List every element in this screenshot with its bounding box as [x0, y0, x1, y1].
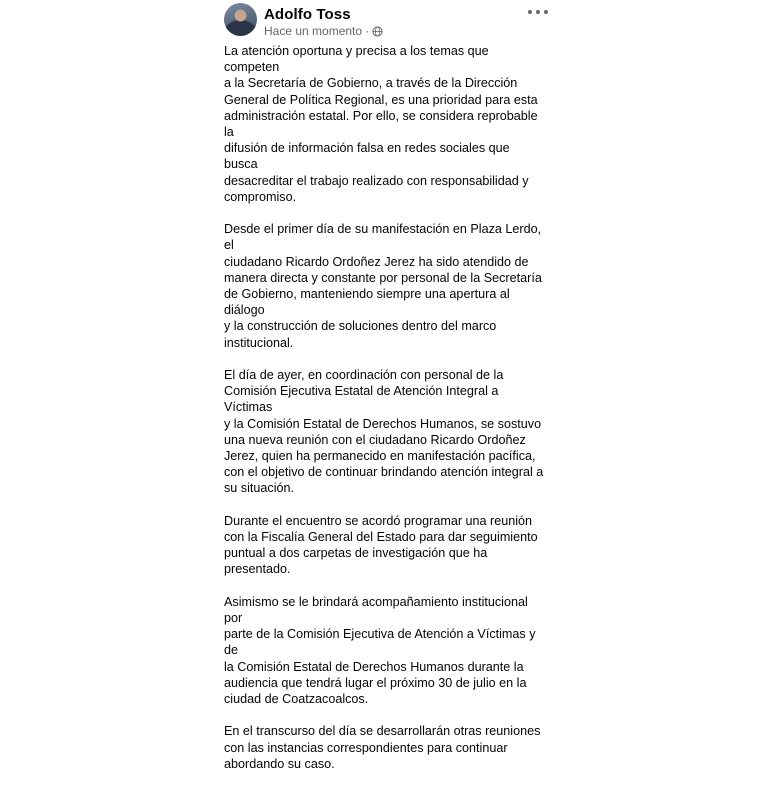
post-body — [224, 43, 546, 788]
post-paragraph-3: El día de ayer, en coordinación con personal de la Comisión Ejecutiva Estatal de Atención Integral a Víctimas y la Comisión Estatal de Derechos Humanos, se sostuvo una nueva reunión con el ciudadano Ricardo Ordoñez Jerez, quien ha permanecido en manifestación pacífica, con el objetivo de continuar brindando atención integral a su situación. — [224, 368, 544, 496]
post-paragraph-5: Asimismo se le brindará acompañamiento institucional por parte de la Comisión Ejecutiva de Atención a Víctimas y de la Comisión Estatal de Derechos Humanos durante la audiencia que tendrá lugar el próximo 30 de julio en la ciudad de Coatzacoalcos. — [224, 594, 536, 707]
author-avatar[interactable] — [224, 3, 257, 36]
post-meta — [264, 24, 383, 38]
post-paragraph-4: Durante el encuentro se acordó programar una reunión con la Fiscalía General del Estado para dar seguimiento puntual a dos carpetas de investigación que ha presentado. — [224, 513, 538, 577]
meta-separator: · — [365, 24, 370, 38]
more-dot — [544, 10, 548, 14]
globe-icon[interactable] — [372, 26, 383, 37]
post-timestamp[interactable]: Hace un momento — [264, 24, 363, 38]
post-paragraph-1: La atención oportuna y precisa a los temas que competen a la Secretaría de Gobierno, a través de la Dirección General de Política Regional, es una prioridad para esta administración estatal. Por ello, se considera reprobable la difusión de información falsa en redes sociales que busca desacreditar el trabajo realizado con responsabilidad y compromiso. — [224, 44, 538, 204]
more-dot — [536, 10, 540, 14]
post-paragraph-6: En el transcurso del día se desarrollarán otras reuniones con las instancias correspondientes para continuar abordando su caso. — [224, 724, 541, 771]
post-paragraph-2: Desde el primer día de su manifestación en Plaza Lerdo, el ciudadano Ricardo Ordoñez Jerez ha sido atendido de manera directa y constante por personal de la Secretaría de Gobierno, manteniendo siempre una apertura al diálogo y la construcción de soluciones dentro del marco institucional. — [224, 222, 542, 350]
more-dot — [528, 10, 532, 14]
more-options-icon[interactable] — [528, 4, 548, 20]
author-name[interactable]: Adolfo Toss — [264, 6, 351, 23]
